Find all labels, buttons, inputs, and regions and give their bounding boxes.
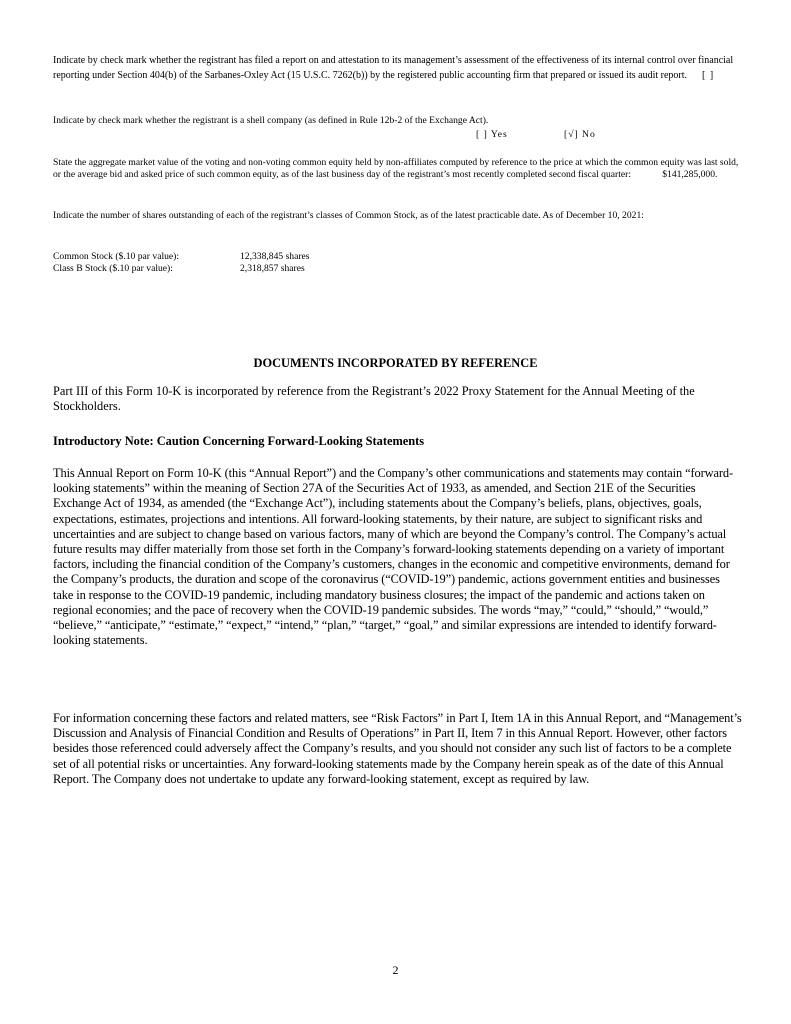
documents-incorporated-text: Part III of this Form 10-K is incorporated by reference from the Registrant’s 2022 Proxy Statement for the Annual Meeting of the Stockholders. bbox=[53, 384, 695, 414]
share-row-class-b bbox=[53, 263, 305, 275]
documents-incorporated-heading: DOCUMENTS INCORPORATED BY REFERENCE bbox=[253, 356, 538, 370]
market-value-statement bbox=[53, 157, 743, 180]
share-row-label: Class B Stock ($.10 par value): bbox=[53, 263, 173, 274]
introductory-note-heading: Introductory Note: Caution Concerning Forward-Looking Statements bbox=[53, 434, 425, 448]
shares-statement bbox=[53, 210, 743, 222]
shell-yes-checkbox[interactable]: [ ] Yes bbox=[476, 129, 508, 140]
page-number: 2 bbox=[392, 963, 399, 977]
icfr-text: Indicate by check mark whether the registrant has filed a report on and attestation to its management’s assessment of the effectiveness of its internal control over financial reporting under Section 404(b) of the Sarbanes-Oxley Act (15 U.S.C. 7262(b)) by the registered public accounting firm that prepared or issued its audit report. bbox=[53, 55, 734, 81]
forward-looking-paragraph-2: For information concerning these factors and related matters, see “Risk Factors” in Part I, Item 1A in this Annual Report, and “Management’s Discussion and Analysis of Financial Condition and Results of Operations” in Part II, Item 7 in this Annual Report. However, other factors besides those referenced could adversely affect the Company’s results, and you should not consider any such list of factors to be a complete set of all potential risks or uncertainties. Any forward-looking statements made by the Company herein speak as of the date of this Annual Report. The Company does not undertake to update any forward-looking statement, except as required by law. bbox=[53, 711, 742, 786]
shell-company-statement bbox=[53, 115, 743, 127]
icfr-checkbox[interactable]: [ ] bbox=[702, 69, 715, 81]
shell-options bbox=[476, 129, 596, 141]
share-row-value: 12,338,845 shares bbox=[240, 251, 310, 262]
icfr-statement bbox=[53, 54, 743, 83]
share-row-value: 2,318,857 shares bbox=[240, 263, 305, 274]
forward-looking-paragraph-1: This Annual Report on Form 10-K (this “Annual Report”) and the Company’s other communications and statements may contain “forward-looking statements” within the meaning of Section 27A of the Securities Act of 1933, as amended, and Section 21E of the Securities Exchange Act of 1934, as amended (the “Exchange Act”), including statements about the Company’s beliefs, plans, objectives, goals, expectations, estimates, projections and intentions. All forward-looking statements, by their nature, are subject to significant risks and uncertainties and are subject to change based on various factors, many of which are beyond the Company’s control. The Company’s actual future results may differ materially from those set forth in the Company’s forward-looking statements depending on a variety of important factors, including the financial condition of the Company’s customers, changes in the economic and competitive environments, demand for the Company’s products, the duration and scope of the coronavirus (“COVID-19”) pandemic, actions government entities and businesses take in response to the COVID-19 pandemic, including mandatory business closures; the impact of the pandemic and actions taken on regional economies; and the pace of recovery when the COVID-19 pandemic subsides. The words “may,” “could,” “should,” “would,” “believe,” “anticipate,” “estimate,” “expect,” “intend,” “plan,” “target,” “goal,” and similar expressions are intended to identify forward-looking statements. bbox=[53, 466, 734, 648]
share-row-label: Common Stock ($.10 par value): bbox=[53, 251, 180, 262]
share-row-common bbox=[53, 251, 310, 263]
shares-text: Indicate the number of shares outstanding of each of the registrant’s classes of Common Stock, as of the latest practicable date. As of December 10, 2021: bbox=[53, 210, 644, 221]
shell-text: Indicate by check mark whether the registrant is a shell company (as defined in Rule 12b-2 of the Exchange Act). bbox=[53, 115, 489, 126]
market-value-text: State the aggregate market value of the voting and non-voting common equity held by non-affiliates computed by reference to the price at which the common equity was last sold, or the average bid and asked price of such common equity, as of the last business day of the registrant’s most recently completed second fiscal quarter: bbox=[53, 157, 739, 180]
shell-no-checkbox[interactable]: [√] No bbox=[564, 129, 596, 140]
market-value-amount: $141,285,000. bbox=[662, 168, 718, 180]
